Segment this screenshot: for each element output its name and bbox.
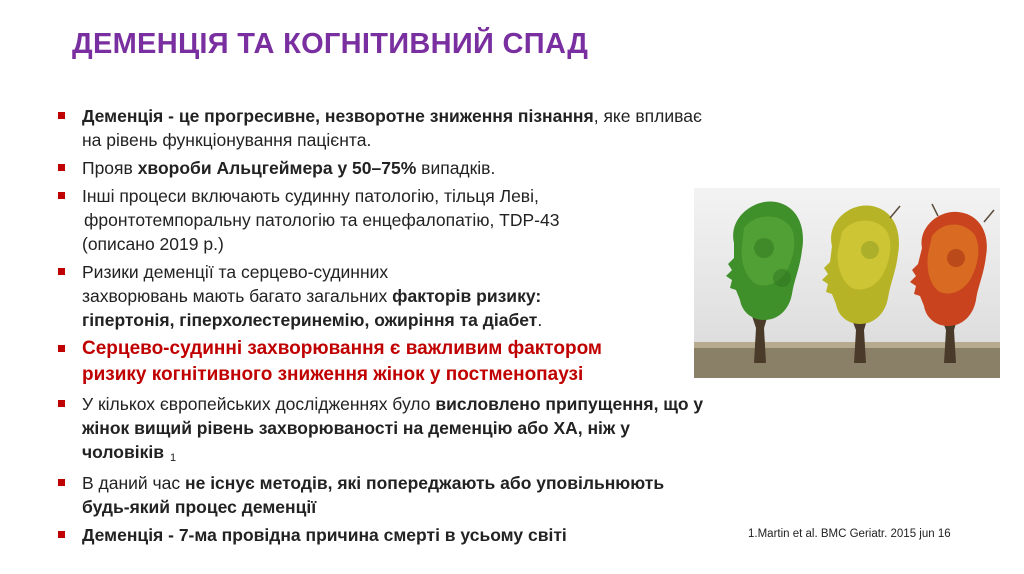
bullet-text-highlight: ризику когнітивного зниження жінок у постменопаузі [82,364,584,385]
bullet-text-bold: Деменція - це прогресивне, незворотне зниження пізнання [82,106,594,126]
citation: 1.Martin et al. BMC Geriatr. 2015 jun 16 [748,528,951,540]
bullet-text: Інші процеси включають судинну патологію, тільця Леві, [82,186,539,206]
bullet-text-bold: не існує методів, які попереджають або уповільнюють будь-який процес деменції [82,473,665,517]
bullet-item [58,392,708,467]
bullet-text: , яке впливає на рівень функціонування пацієнта. [82,106,702,150]
bullet-text: Ризики деменції та серцево-судинних [82,262,389,282]
bullet-text-bold: Деменція - 7-ма провідна причина смерті в усьому світі [82,525,567,545]
bullet-text: Прояв [82,158,138,178]
bullet-item [58,471,708,519]
bullet-text: . [537,310,543,330]
bullet-marker [58,345,65,352]
bullet-marker [58,268,65,275]
bullet-item-highlight [58,336,708,388]
slide-title: ДЕМЕНЦІЯ ТА КОГНІТИВНИЙ СПАД [72,28,589,60]
bullet-marker [58,192,65,199]
bullet-marker [58,531,65,538]
bullet-text-bold: факторів ризику: [392,286,542,306]
trees-head-illustration [694,188,1000,378]
bullet-item [58,156,708,180]
bullet-text-bold: гіпертонія, гіперхолестеринемію, ожиріння та діабет [82,310,538,330]
bullet-text: В даний час [82,473,186,493]
bullet-marker [58,479,65,486]
bullet-text: фронтотемпоральну патологію та енцефалопатію, TDP-43 [84,210,560,230]
reference-marker: 1 [170,452,177,464]
bullet-item [58,104,708,152]
bullet-item [58,523,708,547]
bullet-text: У кількох європейських дослідженнях було [82,394,436,414]
bullet-list [58,104,708,551]
bullet-text-bold: хвороби Альцгеймера у 50–75% [137,158,417,178]
bullet-text: (описано 2019 р.) [82,234,224,254]
bullet-text-bold: висловлено припущення, що у жінок вищий рівень захворюваності на деменцію або ХА, ніж у чоловіків [82,394,704,462]
bullet-text: випадків. [416,158,496,178]
bullet-text-highlight: Серцево-судинні захворювання є важливим фактором [82,338,602,359]
bullet-item [58,184,708,256]
bullet-marker [58,164,65,171]
bullet-marker [58,400,65,407]
bullet-item [58,260,708,332]
bullet-text: захворювань мають багато загальних [82,286,393,306]
bullet-marker [58,112,65,119]
